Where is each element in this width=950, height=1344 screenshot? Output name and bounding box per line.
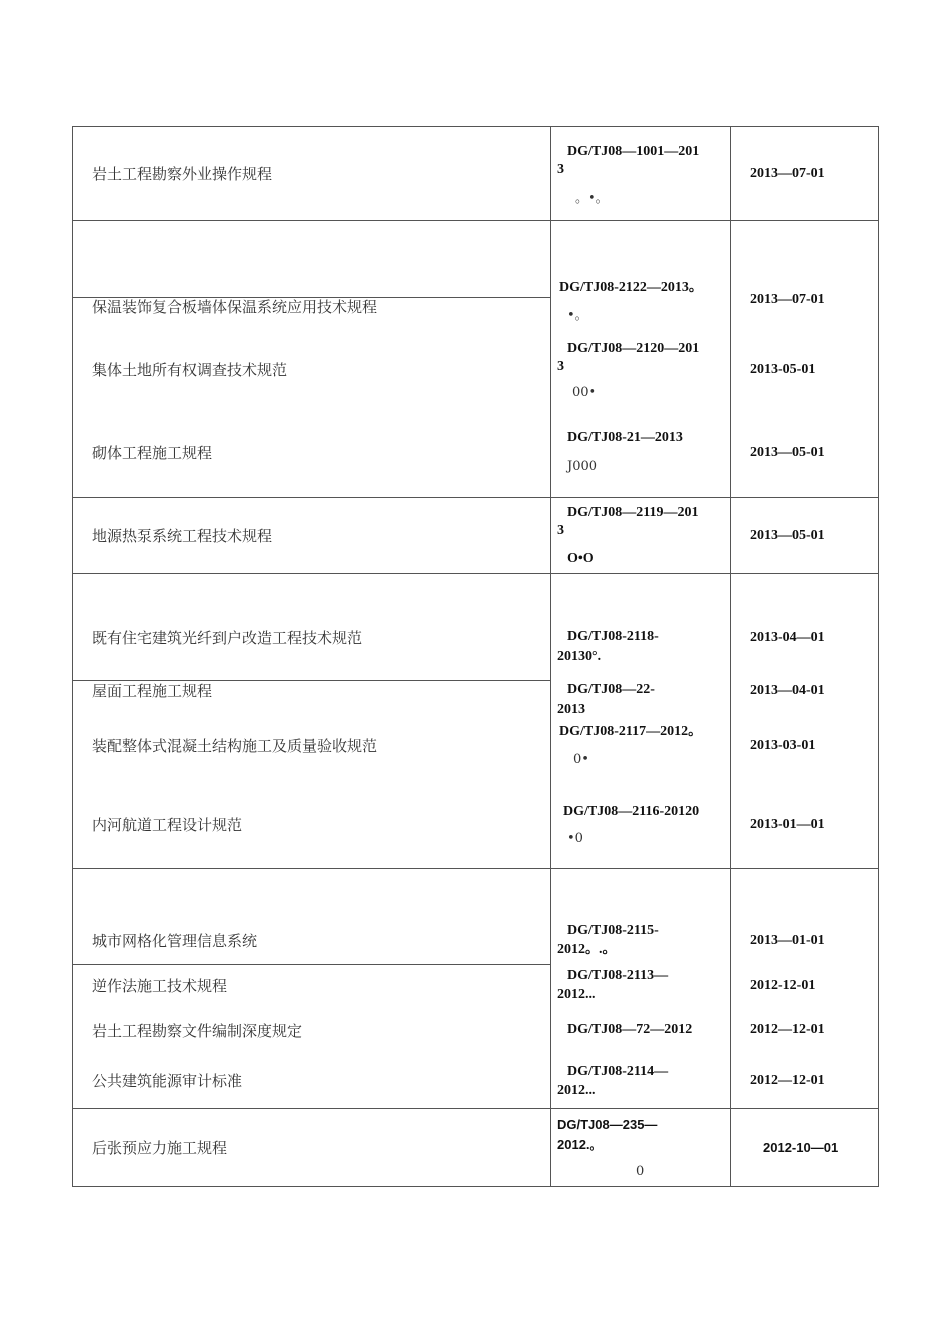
table-left-border: [72, 1108, 73, 1186]
standard-name: 既有住宅建筑光纤到户改造工程技术规范: [92, 629, 363, 647]
effective-date: 2013-01—01: [750, 817, 825, 832]
effective-date: 2013—07-01: [750, 166, 825, 181]
standard-code: 2012.。: [557, 1137, 603, 1152]
code-mark: 0•: [573, 752, 589, 767]
standard-code: DG/TJ08-2113—: [567, 968, 669, 983]
standard-name: 公共建筑能源审计标准: [92, 1072, 243, 1090]
standard-code: DG/TJ08-2122—2013。: [559, 280, 703, 295]
standard-code: DG/TJ08-2115-: [567, 923, 659, 938]
standard-code: DG/TJ08—2120—201: [567, 341, 700, 356]
standard-code: DG/TJ08—72—2012: [567, 1022, 693, 1037]
effective-date: 2013—01-01: [750, 933, 825, 948]
standard-name: 岩土工程勘察文件编制深度规定: [92, 1022, 303, 1040]
standard-code: DG/TJ08-2118-: [567, 629, 659, 644]
table-bottom-border: [72, 1186, 879, 1187]
effective-date: 2012—12-01: [750, 1073, 825, 1088]
effective-date: 2012-10—01: [763, 1140, 839, 1155]
standard-code: DG/TJ08-2114—: [567, 1064, 669, 1079]
code-mark: 0: [636, 1164, 645, 1179]
standard-code: DG/TJ08-21—2013: [567, 430, 683, 445]
code-mark: 。•。: [575, 191, 609, 206]
standard-code: DG/TJ08—2116-20120: [563, 804, 700, 819]
standard-code: 2012...: [557, 1083, 596, 1098]
standard-code: 3: [557, 162, 564, 177]
code-mark: O•O: [567, 551, 594, 566]
code-mark: •0: [567, 831, 583, 846]
row-divider: [72, 497, 879, 498]
row-divider: [72, 964, 550, 965]
row-divider: [72, 220, 879, 221]
standard-name: 岩土工程勘察外业操作规程: [92, 165, 273, 183]
standard-name: 保温装饰复合板墙体保温系统应用技术规程: [92, 298, 378, 316]
effective-date: 2013—04-01: [750, 683, 825, 698]
standard-code: 3: [557, 523, 564, 538]
standard-name: 逆作法施工技术规程: [92, 977, 228, 995]
standard-code: DG/TJ08—2119—201: [567, 505, 699, 520]
standard-name: 城市网格化管理信息系统: [92, 932, 258, 950]
effective-date: 2013—05-01: [750, 528, 825, 543]
standard-name: 装配整体式混凝土结构施工及质量验收规范: [92, 737, 378, 755]
table-right-border: [878, 126, 879, 1186]
standard-code: DG/TJ08—1001—201: [567, 144, 700, 159]
standard-code: 2012...: [557, 987, 596, 1002]
effective-date: 2013—05-01: [750, 445, 825, 460]
effective-date: 2012-12-01: [750, 978, 816, 993]
standard-code: 20130°.: [557, 649, 602, 664]
standard-name: 后张预应力施工规程: [92, 1139, 228, 1157]
column-divider: [550, 126, 551, 1186]
row-divider: [72, 573, 879, 574]
standard-name: 内河航道工程设计规范: [92, 816, 243, 834]
column-divider: [730, 126, 731, 1186]
standard-code: 3: [557, 359, 564, 374]
standard-name: 地源热泵系统工程技术规程: [92, 527, 273, 545]
code-mark: •。: [567, 308, 588, 323]
table-top-border: [72, 126, 879, 127]
effective-date: 2013—07-01: [750, 292, 825, 307]
standard-code: DG/TJ08—235—: [557, 1117, 658, 1132]
standard-code: 2012。.。: [557, 942, 617, 957]
effective-date: 2012—12-01: [750, 1022, 825, 1037]
code-mark: 00•: [572, 385, 597, 400]
effective-date: 2013-05-01: [750, 362, 816, 377]
standard-name: 屋面工程施工规程: [92, 682, 213, 700]
standard-code: DG/TJ08—22-: [567, 682, 655, 697]
effective-date: 2013-03-01: [750, 738, 816, 753]
standard-name: 集体土地所有权调查技术规范: [92, 361, 288, 379]
standard-name: 砌体工程施工规程: [92, 444, 213, 462]
table-left-border: [72, 126, 73, 1108]
effective-date: 2013-04—01: [750, 630, 825, 645]
row-divider: [72, 868, 879, 869]
standard-code: DG/TJ08-2117—2012。: [559, 724, 703, 739]
row-divider: [72, 1108, 879, 1109]
standard-code: 2013: [557, 702, 585, 714]
code-mark: J000: [567, 459, 598, 474]
